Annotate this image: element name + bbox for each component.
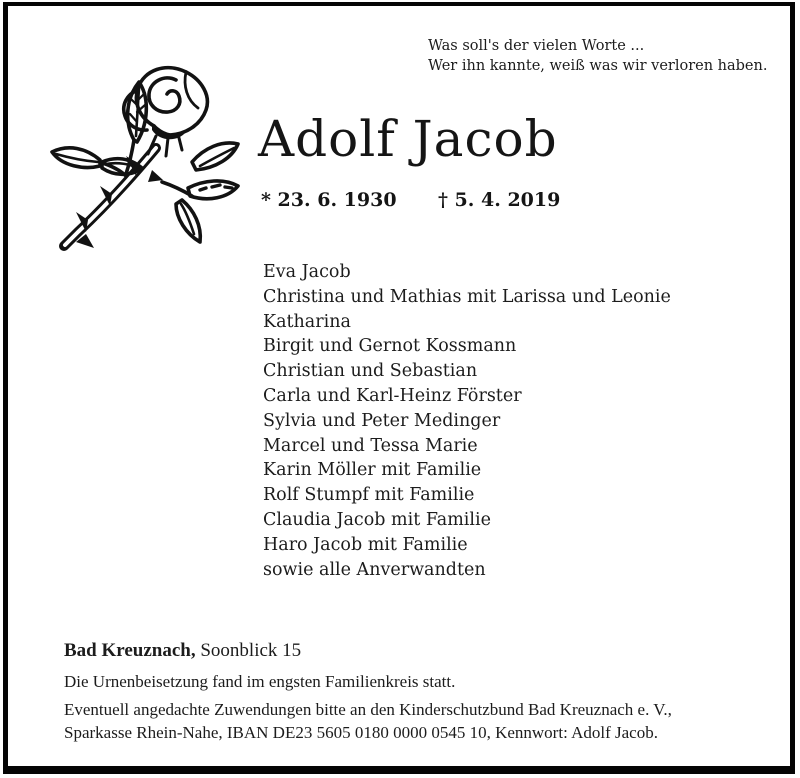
mourner-line: sowie alle Anverwandten — [263, 559, 486, 580]
mourner-line: Claudia Jacob mit Familie — [263, 509, 491, 530]
epigraph-line-2: Wer ihn kannte, weiß was wir verloren haben. — [428, 58, 768, 74]
mourner-line: Rolf Stumpf mit Familie — [263, 485, 475, 506]
mourners-list — [263, 260, 671, 582]
address-street: Soonblick 15 — [200, 640, 302, 661]
deceased-name: Adolf Jacob — [258, 110, 558, 168]
mourner-line: Christian und Sebastian — [263, 361, 478, 382]
epigraph-line-1: Was soll's der vielen Worte ... — [428, 38, 645, 54]
birth-date: * 23. 6. 1930 — [261, 189, 397, 211]
rose-icon — [42, 58, 242, 258]
mourner-line: Christina und Mathias mit Larissa und Leonie — [263, 286, 671, 307]
mourner-line: Sylvia und Peter Medinger — [263, 410, 501, 431]
mourner-line: Carla und Karl-Heinz Förster — [263, 385, 522, 406]
donation-note — [64, 699, 672, 744]
mourner-line: Haro Jacob mit Familie — [263, 534, 468, 555]
donation-note-line-2: Sparkasse Rhein-Nahe, IBAN DE23 5605 0180 0000 0545 10, Kennwort: Adolf Jacob. — [64, 722, 658, 742]
address-city: Bad Kreuznach, — [64, 640, 196, 661]
funeral-note: Die Urnenbeisetzung fand im engsten Familienkreis statt. — [64, 672, 456, 691]
mourner-line: Karin Möller mit Familie — [263, 460, 482, 481]
mourner-line: Katharina — [263, 311, 351, 332]
mourner-line: Birgit und Gernot Kossmann — [263, 336, 517, 357]
mourner-line: Marcel und Tessa Marie — [263, 435, 478, 456]
donation-note-line-1: Eventuell angedachte Zuwendungen bitte an den Kinderschutzbund Bad Kreuznach e. V., — [64, 700, 672, 719]
epigraph — [428, 36, 767, 76]
mourner-line: Eva Jacob — [263, 262, 351, 282]
death-date: † 5. 4. 2019 — [438, 189, 561, 211]
address-line — [64, 640, 301, 663]
